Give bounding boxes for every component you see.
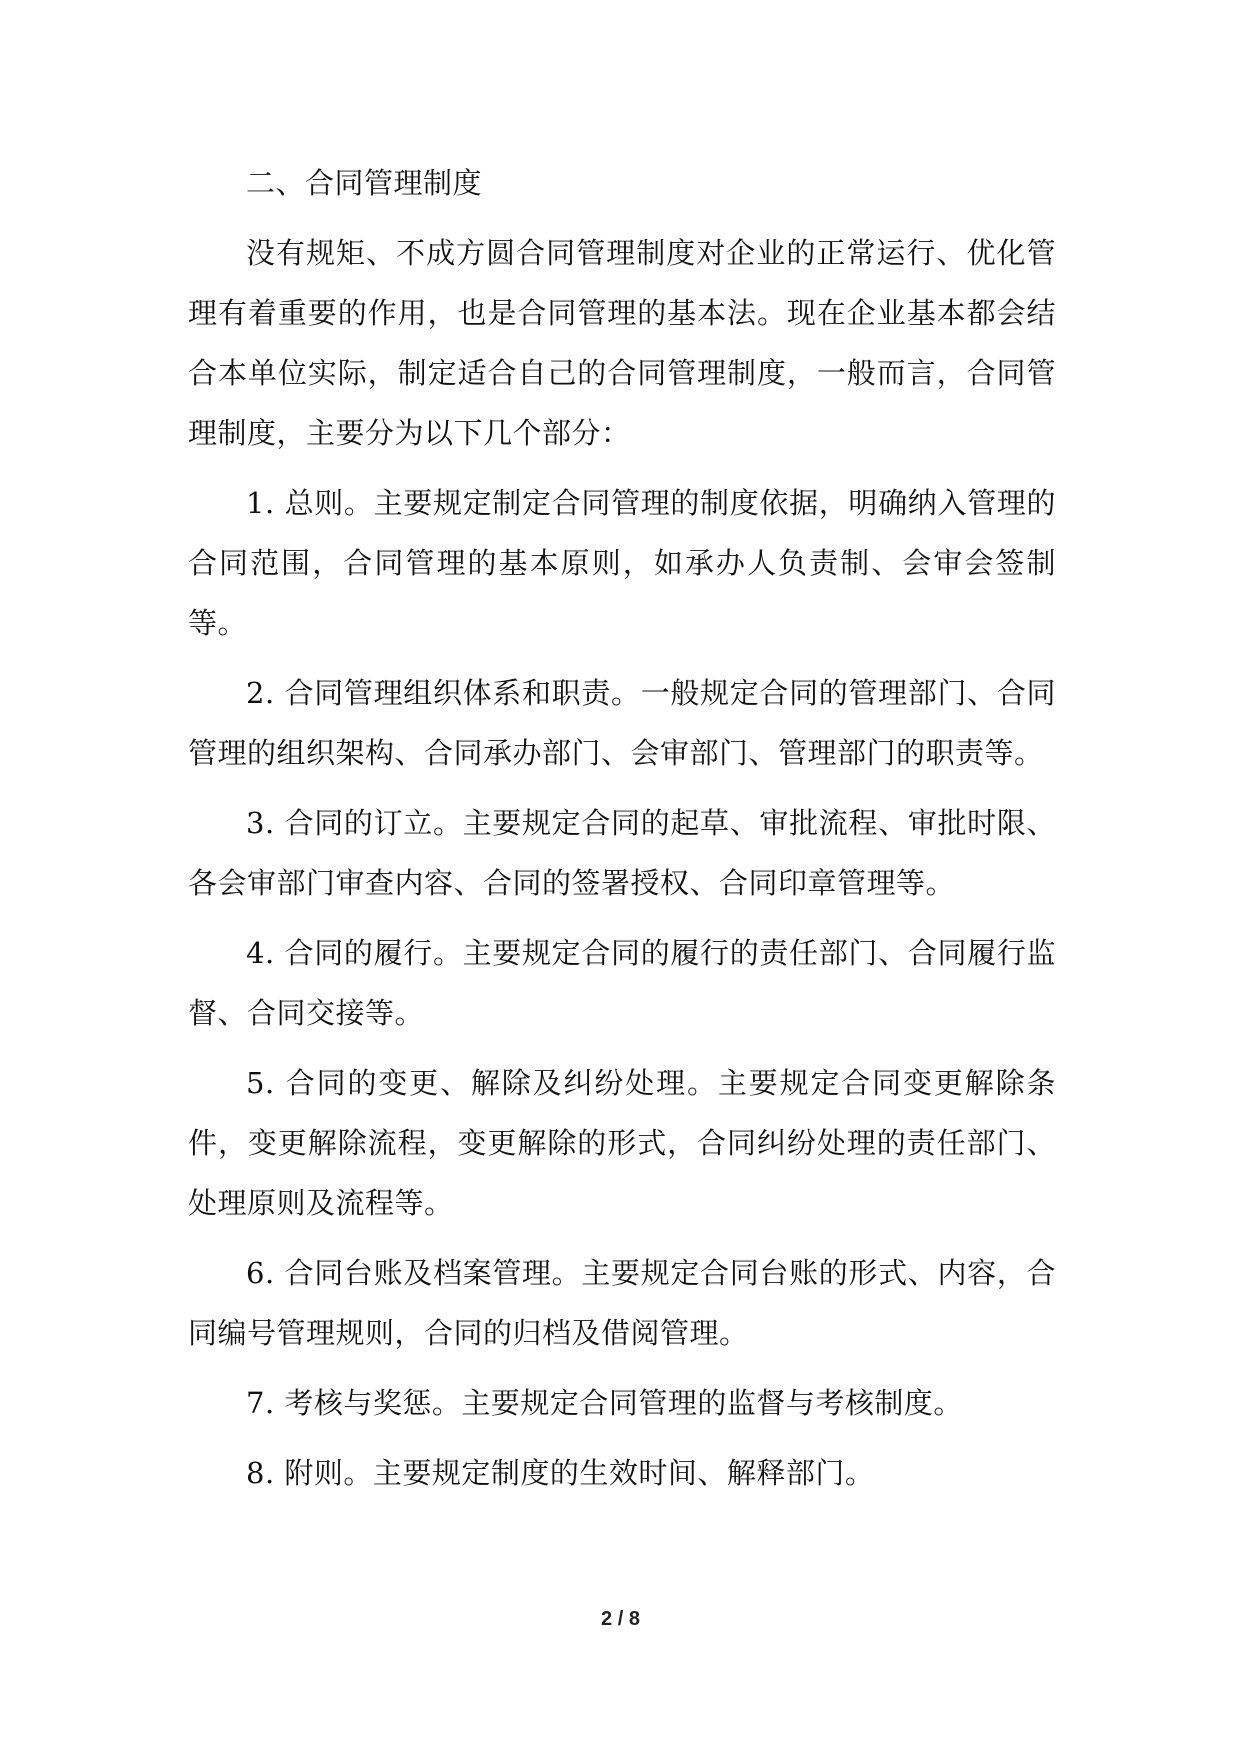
- section-heading: 二、合同管理制度: [246, 166, 483, 200]
- paragraph-intro: 没有规矩、不成方圆合同管理制度对企业的正常运行、优化管理有着重要的作用，也是合同管理的基本法。现在企业基本都会结合本单位实际，制定适合自己的合同管理制度，一般而言，合同管理制度，主要分为以下几个部分：: [188, 236, 1056, 450]
- paragraph-item-5: 5. 合同的变更、解除及纠纷处理。主要规定合同变更解除条件，变更解除流程，变更解除的形式，合同纠纷处理的责任部门、处理原则及流程等。: [188, 1066, 1056, 1220]
- paragraph-item-4: 4. 合同的履行。主要规定合同的履行的责任部门、合同履行监督、合同交接等。: [188, 936, 1056, 1030]
- paragraph-item-1: 1. 总则。主要规定制定合同管理的制度依据，明确纳入管理的合同范围，合同管理的基本原则，如承办人负责制、会审会签制等。: [188, 486, 1056, 640]
- paragraph-item-6: 6. 合同台账及档案管理。主要规定合同台账的形式、内容，合同编号管理规则，合同的归档及借阅管理。: [188, 1256, 1056, 1350]
- paragraph-item-3: 3. 合同的订立。主要规定合同的起草、审批流程、审批时限、各会审部门审查内容、合同的签署授权、合同印章管理等。: [188, 806, 1056, 900]
- page-number: 2 / 8: [601, 1608, 640, 1630]
- paragraph-item-2: 2. 合同管理组织体系和职责。一般规定合同的管理部门、合同管理的组织架构、合同承办部门、会审部门、管理部门的职责等。: [188, 676, 1056, 770]
- paragraph-item-8: 8. 附则。主要规定制度的生效时间、解释部门。: [246, 1456, 875, 1490]
- document-body: [188, 153, 1056, 1503]
- paragraph-item-7: 7. 考核与奖惩。主要规定合同管理的监督与考核制度。: [246, 1386, 963, 1420]
